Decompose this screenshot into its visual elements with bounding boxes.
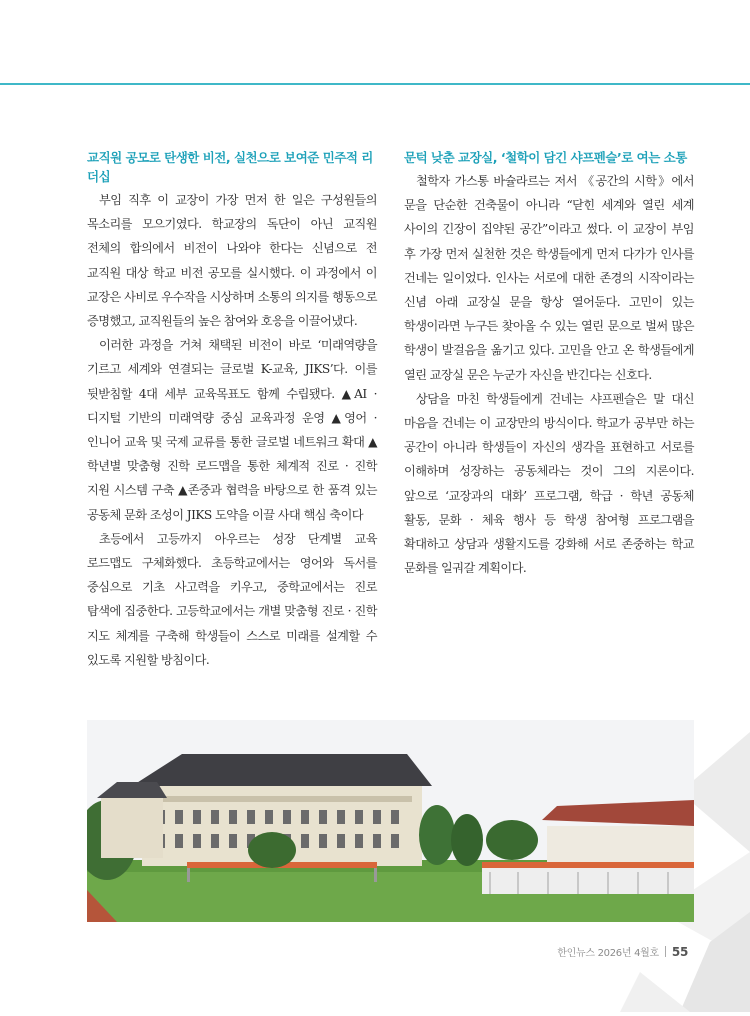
page-footer <box>557 944 688 959</box>
body-paragraph: 상담을 마친 학생들에게 건네는 샤프펜슬은 말 대신 마음을 건네는 이 교장만의 방식이다. 학교가 공부만 하는 공간이 아니라 학생들이 자신의 생각을 표현하고 서로를 이해하며 성장하는 공동체라는 것이 그의 지론이다. 앞으로 ‘교장과의 대화’ 프로그램, 학급 · 학년 공동체 활동, 문화 · 체육 행사 등 학생 참여형 프로그램을 확대하고 상담과 생활지도를 강화해 서로 존중하는 학교 문화를 일궈갈 계획이다. <box>404 391 694 576</box>
left-column <box>87 148 377 672</box>
top-accent-rule <box>0 83 750 85</box>
body-paragraph: 부임 직후 이 교장이 가장 먼저 한 일은 구성원들의 목소리를 모으기였다. 학교장의 독단이 아닌 교직원 전체의 합의에서 비전이 나와야 한다는 신념으로 전 교직원 대상 학교 비전 공모를 실시했다. 이 과정에서 이 교장은 사비로 우수작을 시상하며 소통의 의지를 행동으로 증명했고, 교직원들의 높은 참여와 호응을 이끌어냈다. <box>87 193 377 329</box>
body-paragraph: 초등에서 고등까지 아우르는 성장 단계별 교육 로드맵도 구체화했다. 초등학교에서는 영어와 독서를 중심으로 기초 사고력을 키우고, 중학교에서는 진로 탐색에 집중한다. 고등학교에서는 개별 맞춤형 진로 · 진학 지도 체계를 구축해 학생들이 스스로 미래를 설계할 수 있도록 지원할 방침이다. <box>87 531 377 667</box>
section-heading-right: 문턱 낮춘 교장실, ‘철학이 담긴 샤프펜슬’로 여는 소통 <box>404 150 687 165</box>
body-paragraph: 철학자 가스통 바슐라르는 저서 《공간의 시학》에서 문을 단순한 건축물이 아니라 “닫힌 세계와 열린 세계 사이의 긴장이 집약된 공간”이라고 썼다. 이 교장이 부임 후 가장 먼저 실천한 것은 학생들에게 먼저 다가가 인사를 건네는 일이었다. 인사는 서로에 대한 존경의 시작이라는 신념 아래 교장실 문을 항상 열어둔다. 고민이 있는 학생이라면 누구든 찾아올 수 있는 열린 문으로 벌써 많은 학생이 발걸음을 옮기고 있다. 고민을 안고 온 학생들에게 열린 교장실 문은 누군가 자신을 반긴다는 신호다. <box>404 174 694 382</box>
school-campus-photo <box>87 720 694 922</box>
page-number: 55 <box>671 944 688 959</box>
right-column <box>404 148 694 580</box>
section-heading-left: 교직원 공모로 탄생한 비전, 실천으로 보여준 민주적 리더십 <box>87 150 373 184</box>
publication-label: 한인뉴스 2026년 4월호 <box>557 948 659 959</box>
footer-divider <box>665 946 666 957</box>
body-paragraph: 이러한 과정을 거쳐 채택된 비전이 바로 ‘미래역량을 기르고 세계와 연결되는 글로벌 K-교육, JIKS’다. 이를 뒷받침할 4대 세부 교육목표도 함께 수립됐다. ▲AI · 디지털 기반의 미래역량 중심 교육과정 운영 ▲영어 · 인니어 교육 및 국제 교류를 통한 글로벌 네트워크 확대 ▲학년별 맞춤형 진학 로드맵을 통한 체계적 진로 · 진학 지원 시스템 구축 ▲존중과 협력을 바탕으로 한 품격 있는 공동체 문화 조성이 JIKS 도약을 이끌 사대 핵심 축이다 <box>87 338 377 522</box>
